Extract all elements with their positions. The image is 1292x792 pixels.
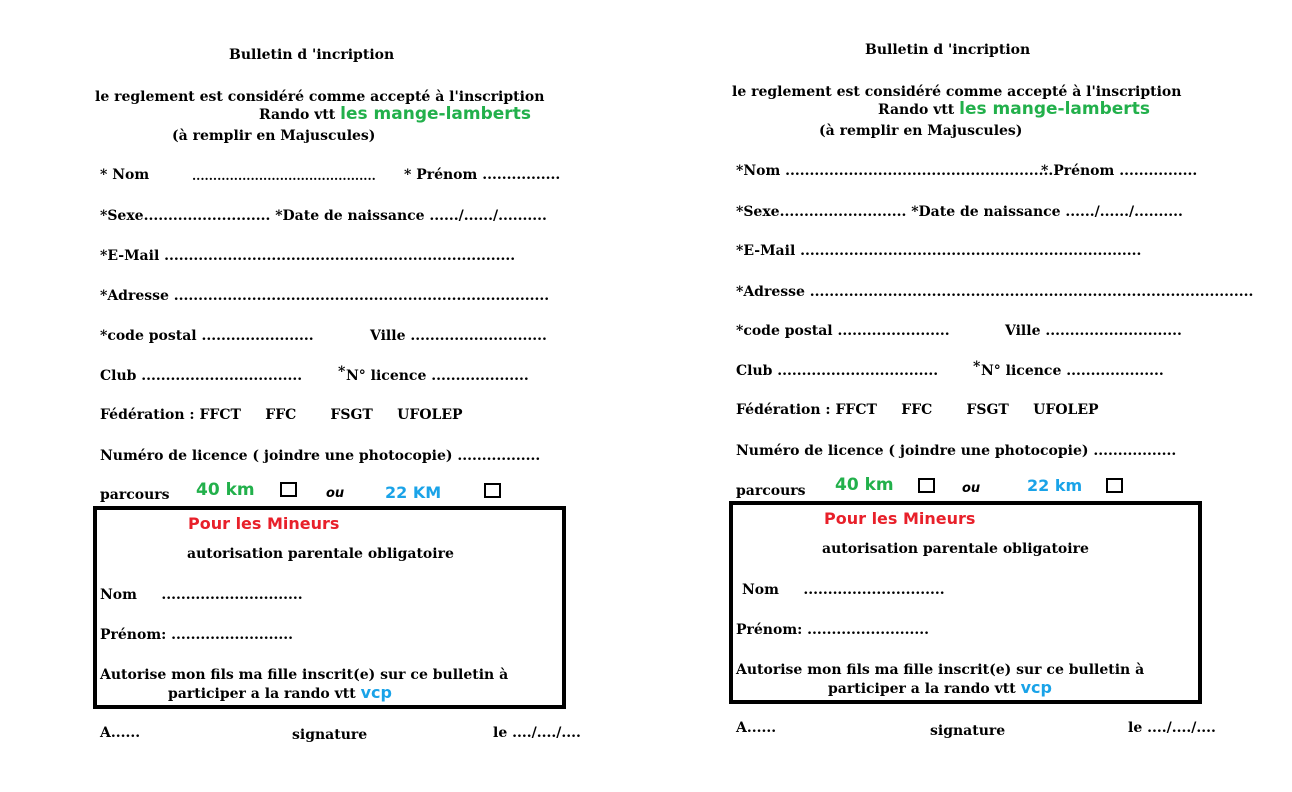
ville-field: Ville ............................ [370, 328, 547, 344]
checkbox-22km[interactable] [484, 483, 501, 498]
ville-field: Ville ............................ [1005, 323, 1182, 339]
parcours-label: parcours [100, 487, 170, 503]
registration-form-left [0, 0, 640, 792]
parcours-option-22km: 22 KM [385, 483, 442, 502]
ou-text: ou [962, 481, 981, 496]
rando-prefix: Rando vtt [878, 102, 955, 118]
footer-date: le ..../..../.... [493, 725, 581, 741]
email-field: *E-Mail ...................................................................... [736, 243, 1142, 259]
parcours-option-22km: 22 km [1027, 476, 1083, 495]
parcours-label: parcours [736, 483, 806, 499]
nom-label: * Nom [100, 167, 150, 183]
rando-line [259, 106, 531, 123]
minors-subheading: autorisation parentale obligatoire [187, 546, 454, 562]
numero-licence-field: Numéro de licence ( joindre une photocopie) ................. [100, 448, 541, 464]
club-name: les mange-lamberts [959, 99, 1150, 119]
club-field: Club ................................. [736, 363, 939, 379]
rule-text: le reglement est considéré comme accepté à l'inscription [732, 84, 1182, 100]
minors-subheading: autorisation parentale obligatoire [822, 541, 1089, 557]
authorize-line-2 [168, 685, 392, 702]
authorize-line-2 [828, 680, 1052, 697]
registration-form-right [636, 0, 1276, 792]
licence-field: N° licence .................... [346, 368, 529, 384]
federation-field: Fédération : FFCT FFC FSGT UFOLEP [100, 407, 463, 423]
rule-text: le reglement est considéré comme accepté à l'inscription [95, 89, 545, 105]
checkbox-22km[interactable] [1106, 478, 1123, 493]
minors-heading: Pour les Mineurs [188, 514, 340, 533]
rando-line [878, 101, 1150, 118]
sexe-dob-field: *Sexe.......................... *Date de naissance ....../....../.......... [736, 204, 1183, 220]
prenom-field: * Prénom ................ [1041, 163, 1198, 179]
ou-text: ou [326, 486, 345, 501]
minor-prenom-field: Prénom: ......................... [100, 627, 294, 643]
form-title: Bulletin d 'incription [865, 42, 1031, 58]
authorize-club: vcp [360, 683, 392, 702]
licence-field: N° licence .................... [981, 363, 1164, 379]
authorize-line-1: Autorise mon fils ma fille inscrit(e) sur ce bulletin à [100, 667, 509, 683]
licence-star: * [973, 359, 981, 375]
authorize-club: vcp [1020, 678, 1052, 697]
adresse-field: *Adresse ............................................................................. [100, 288, 550, 304]
code-postal-field: *code postal ....................... [100, 328, 314, 344]
checkbox-40km[interactable] [918, 478, 935, 493]
prenom-field: * Prénom ................ [404, 167, 561, 183]
adresse-field: *Adresse ........................................................................................... [736, 284, 1254, 300]
parcours-option-40km: 40 km [835, 475, 894, 495]
federation-field: Fédération : FFCT FFC FSGT UFOLEP [736, 402, 1099, 418]
authorize-text: participer a la rando vtt [168, 686, 356, 702]
footer-signature: signature [292, 727, 368, 743]
email-field: *E-Mail ........................................................................ [100, 248, 516, 264]
fill-note: (à remplir en Majuscules) [819, 123, 1023, 139]
minor-prenom-field: Prénom: ......................... [736, 622, 930, 638]
minor-nom-field: Nom ............................. [100, 587, 303, 603]
minors-heading: Pour les Mineurs [824, 509, 976, 528]
code-postal-field: *code postal ....................... [736, 323, 950, 339]
authorize-line-1: Autorise mon fils ma fille inscrit(e) sur ce bulletin à [736, 662, 1145, 678]
rando-prefix: Rando vtt [259, 107, 336, 123]
authorize-text: participer a la rando vtt [828, 681, 1016, 697]
footer-date: le ..../..../.... [1128, 720, 1216, 736]
footer-signature: signature [930, 723, 1006, 739]
checkbox-40km[interactable] [280, 482, 297, 497]
nom-field: *Nom ....................................................... [736, 163, 1054, 179]
footer-place: A...... [736, 720, 777, 736]
footer-place: A...... [100, 725, 141, 741]
sexe-dob-field: *Sexe.......................... *Date de naissance ....../....../.......... [100, 208, 547, 224]
club-field: Club ................................. [100, 368, 303, 384]
minor-nom-field: Nom ............................. [742, 582, 945, 598]
form-title: Bulletin d 'incription [229, 47, 395, 63]
numero-licence-field: Numéro de licence ( joindre une photocopie) ................. [736, 443, 1177, 459]
parcours-option-40km: 40 km [196, 480, 255, 500]
fill-note: (à remplir en Majuscules) [172, 128, 376, 144]
licence-star: * [338, 364, 346, 380]
club-name: les mange-lamberts [340, 104, 531, 124]
nom-dots: ............................................ [192, 169, 376, 183]
